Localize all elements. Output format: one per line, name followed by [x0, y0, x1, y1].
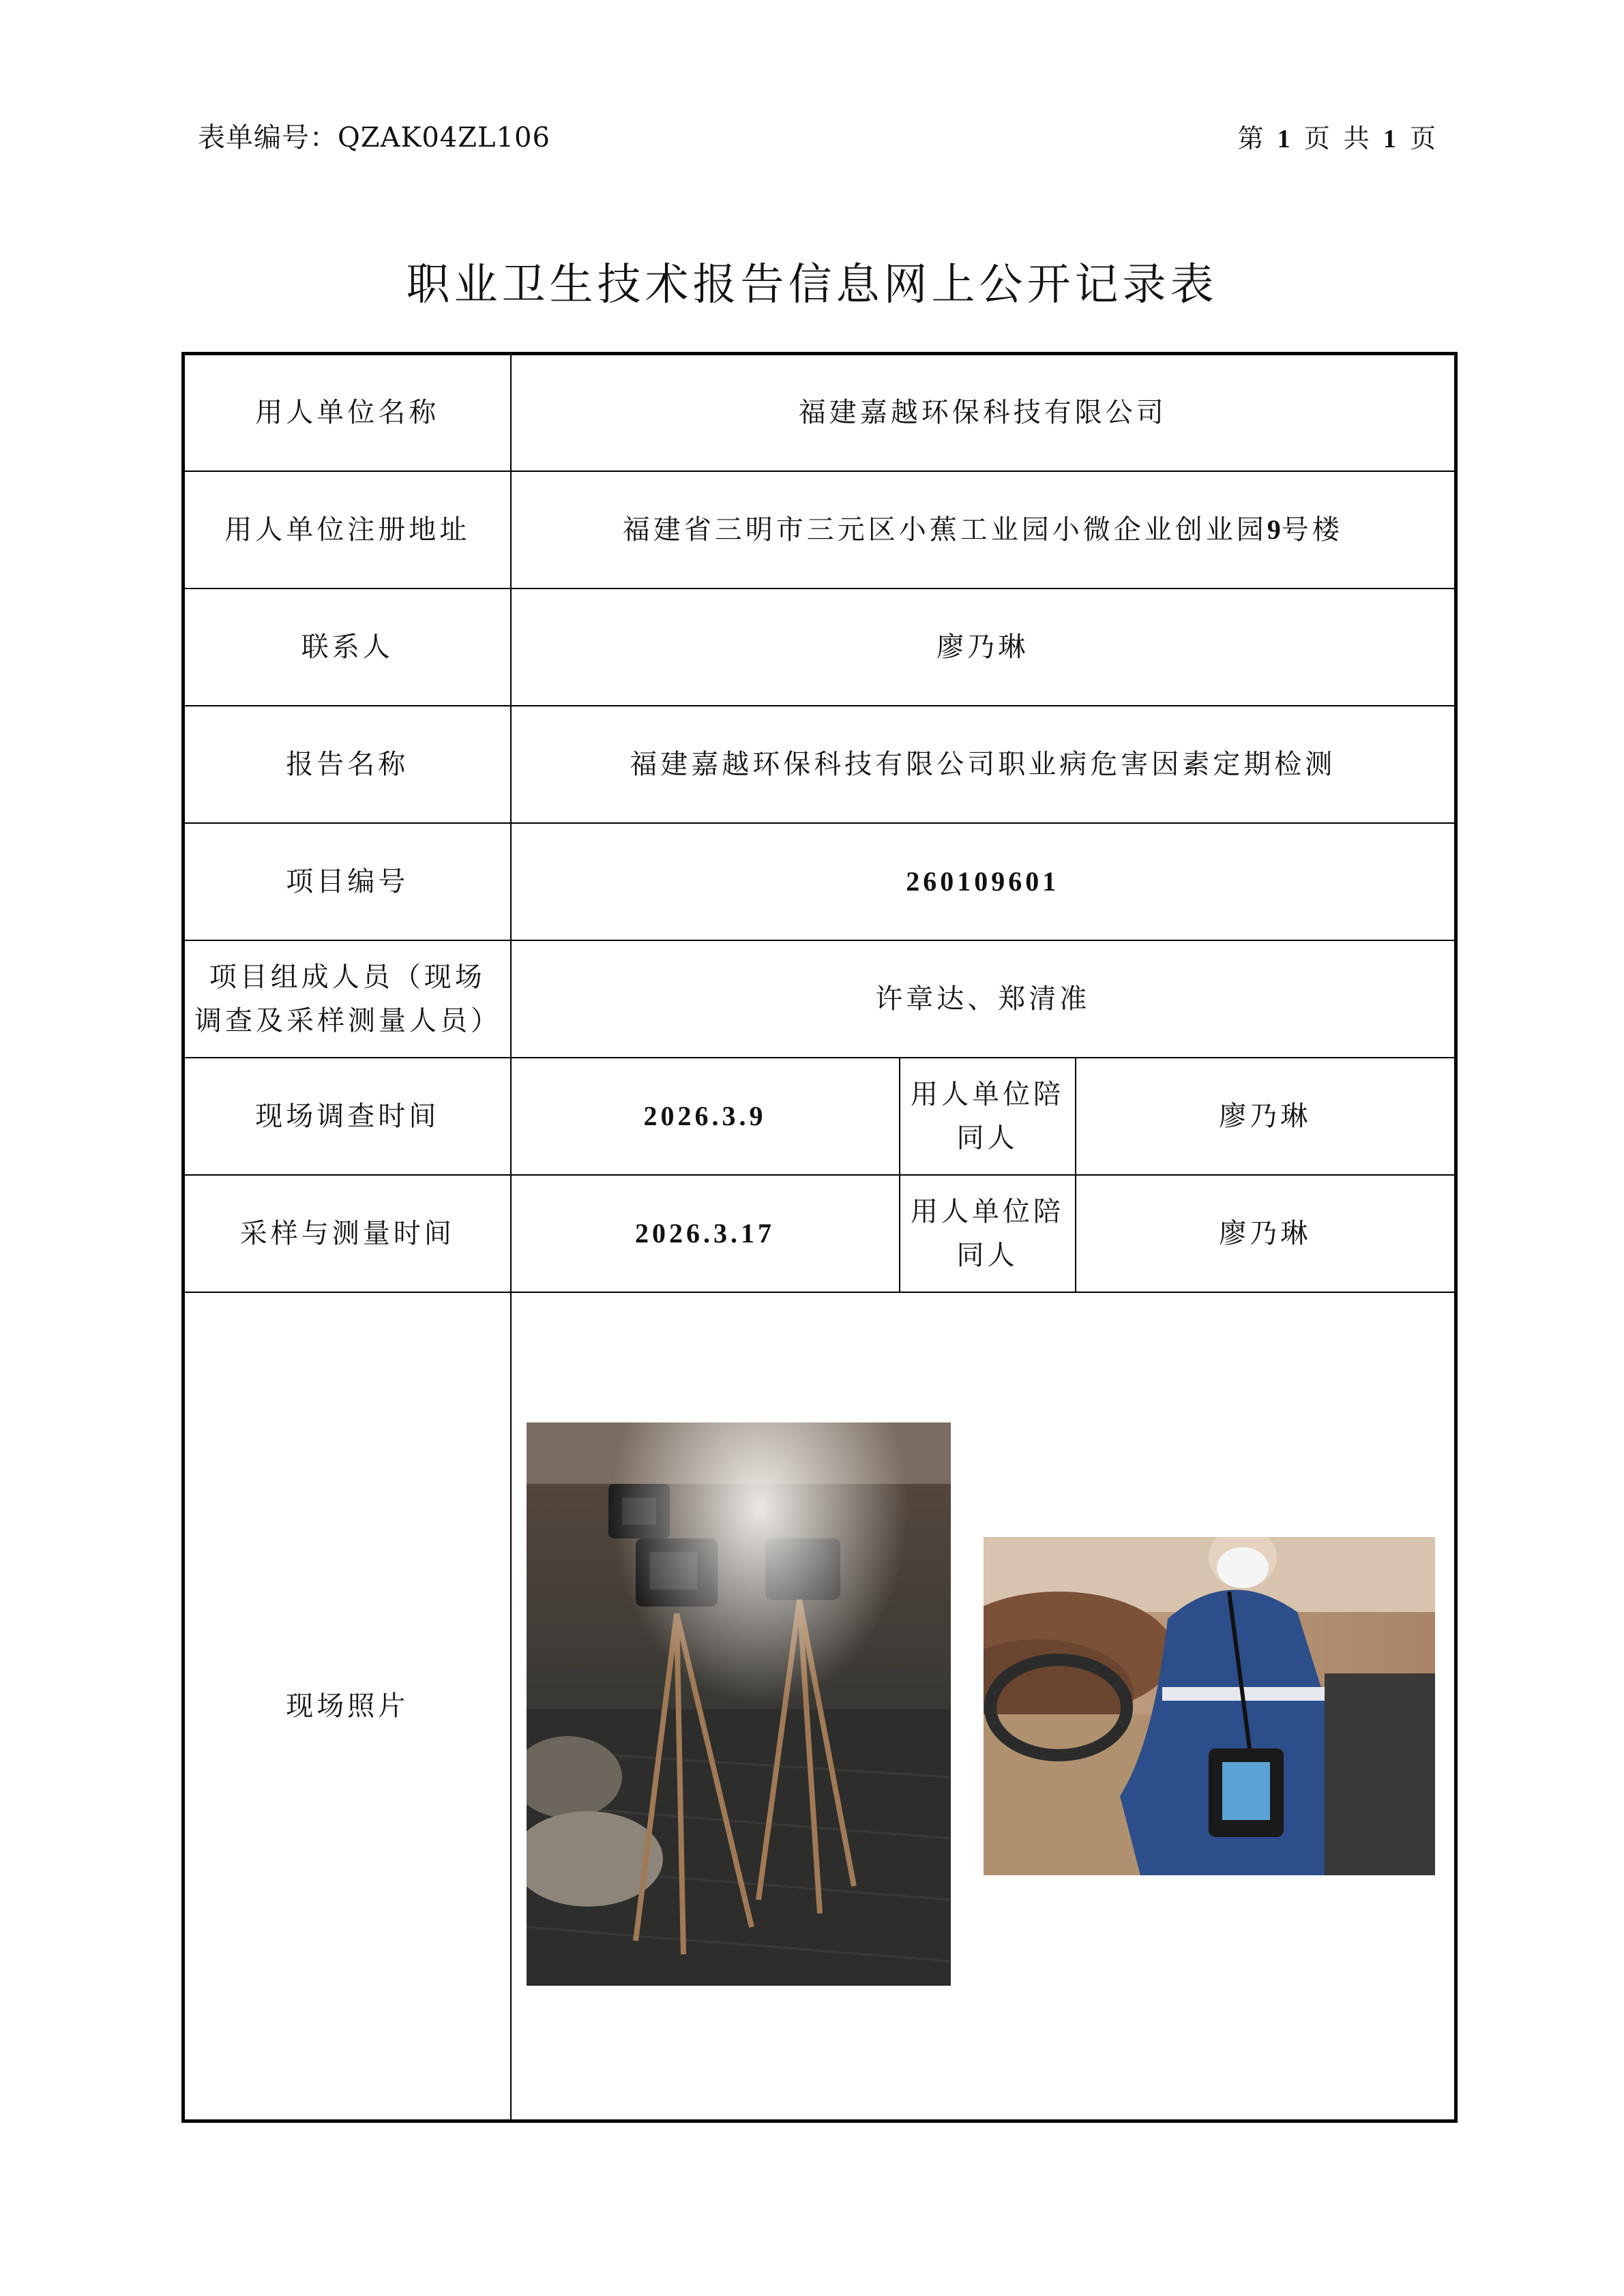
row-project-no	[183, 823, 1456, 940]
page-suffix: 页	[1409, 123, 1438, 153]
row-report-name	[183, 706, 1456, 823]
row-sampling-time	[183, 1175, 1456, 1292]
site-photo-sampling-equipment	[527, 1422, 951, 1986]
sampling-time-value: 2026.3.17	[511, 1175, 900, 1292]
form-number-label: 表单编号：	[198, 122, 338, 153]
employer-address-value	[511, 471, 1456, 588]
survey-companion-value: 廖乃琳	[1076, 1058, 1456, 1175]
worker-photo-image	[984, 1537, 1435, 1875]
sampling-companion-label: 用人单位陪同人	[900, 1175, 1076, 1292]
report-name-label: 报告名称	[183, 706, 511, 823]
row-project-members	[183, 940, 1456, 1058]
photos-label: 现场照片	[183, 1292, 511, 2121]
page-prefix: 第	[1237, 123, 1267, 153]
survey-companion-label: 用人单位陪同人	[900, 1058, 1076, 1175]
survey-time-value: 2026.3.9	[511, 1058, 900, 1175]
form-number-code: QZAK04ZL106	[338, 122, 550, 153]
employer-address-label: 用人单位注册地址	[183, 471, 511, 588]
contact-value: 廖乃琳	[511, 588, 1456, 706]
project-members-label: 项目组成人员（现场调查及采样测量人员）	[183, 940, 511, 1058]
page-indicator	[1238, 117, 1439, 155]
address-number: 9	[1267, 513, 1282, 545]
row-employer-name	[183, 354, 1456, 471]
row-contact	[183, 588, 1456, 706]
address-prefix: 福建省三明市三元区小蕉工业园小微企业创业园	[622, 513, 1267, 546]
tripod-photo-image	[527, 1422, 951, 1986]
photos-cell	[511, 1292, 1456, 2121]
project-no-value: 260109601	[511, 823, 1456, 940]
address-suffix: 号楼	[1281, 513, 1343, 546]
row-photos	[183, 1292, 1456, 2121]
sampling-time-label: 采样与测量时间	[183, 1175, 511, 1292]
form-number	[198, 116, 550, 155]
page-total: 1	[1383, 125, 1399, 153]
page-mid: 页 共	[1303, 123, 1372, 153]
project-no-label: 项目编号	[183, 823, 511, 940]
row-survey-time	[183, 1058, 1456, 1175]
row-employer-address	[183, 471, 1456, 588]
page-current: 1	[1277, 125, 1293, 153]
employer-name-label: 用人单位名称	[183, 354, 511, 471]
page-title: 职业卫生技术报告信息网上公开记录表	[406, 260, 1218, 310]
record-table	[181, 352, 1458, 2123]
sampling-companion-value: 廖乃琳	[1076, 1175, 1456, 1292]
site-photo-personal-sampler	[984, 1537, 1435, 1875]
contact-label: 联系人	[183, 588, 511, 706]
employer-name-value: 福建嘉越环保科技有限公司	[511, 354, 1456, 471]
project-members-value: 许章达、郑清准	[511, 940, 1456, 1058]
survey-time-label: 现场调查时间	[183, 1058, 511, 1175]
report-name-value: 福建嘉越环保科技有限公司职业病危害因素定期检测	[511, 706, 1456, 823]
